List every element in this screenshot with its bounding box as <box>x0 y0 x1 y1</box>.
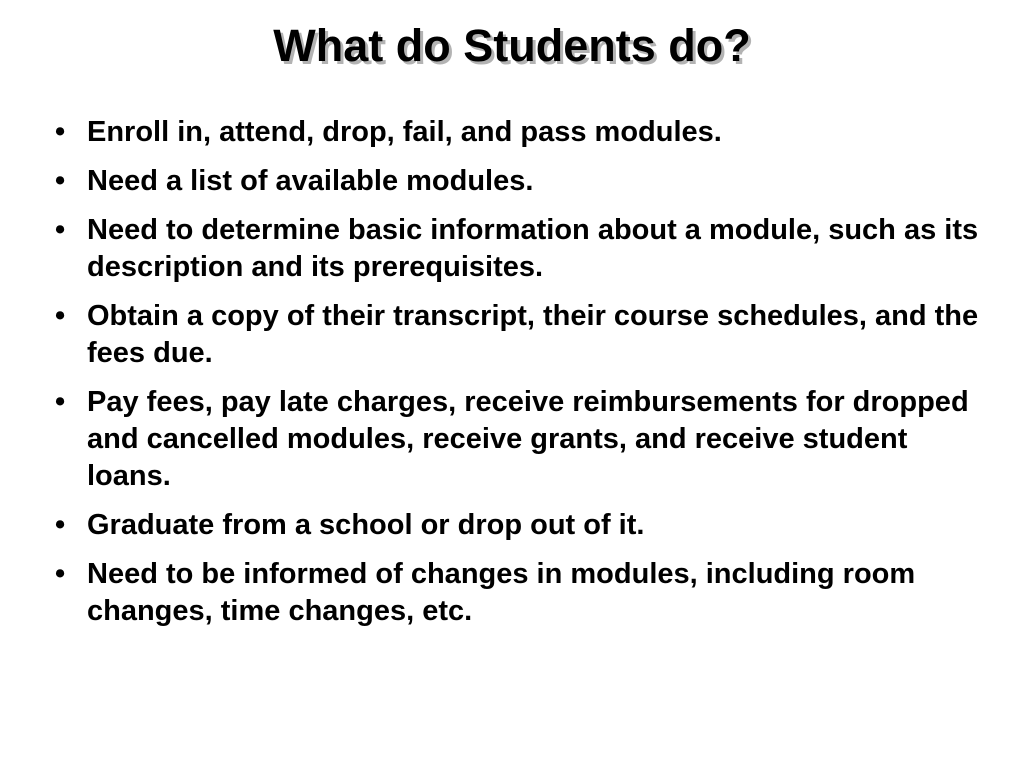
bullet-text: Pay fees, pay late charges, receive reimbursements for dropped and cancelled modules, receive grants, and receive student loans. <box>87 386 969 492</box>
bullet-icon: • <box>55 558 66 590</box>
bullet-text: Need to be informed of changes in modules, including room changes, time changes, etc. <box>87 558 916 627</box>
bullet-text: Need a list of available modules. <box>87 165 534 197</box>
bullet-icon: • <box>55 300 66 332</box>
bullet-icon: • <box>55 214 66 246</box>
bullet-text: Enroll in, attend, drop, fail, and pass modules. <box>87 116 722 148</box>
bullet-text: Obtain a copy of their transcript, their course schedules, and the fees due. <box>87 300 979 369</box>
bullet-text: Need to determine basic information about a module, such as its description and its prerequisites. <box>87 214 979 283</box>
bullet-list <box>55 114 980 642</box>
bullet-icon: • <box>55 386 66 418</box>
bullet-item <box>55 163 980 200</box>
slide-title: What do Students do? <box>273 20 751 71</box>
bullet-item <box>55 507 980 544</box>
bullet-item <box>55 384 980 495</box>
bullet-item <box>55 298 980 372</box>
bullet-text: Graduate from a school or drop out of it. <box>87 509 645 541</box>
bullet-icon: • <box>55 165 66 197</box>
bullet-item <box>55 212 980 286</box>
bullet-item <box>55 114 980 151</box>
bullet-icon: • <box>55 509 66 541</box>
bullet-icon: • <box>55 116 66 148</box>
bullet-item <box>55 556 980 630</box>
